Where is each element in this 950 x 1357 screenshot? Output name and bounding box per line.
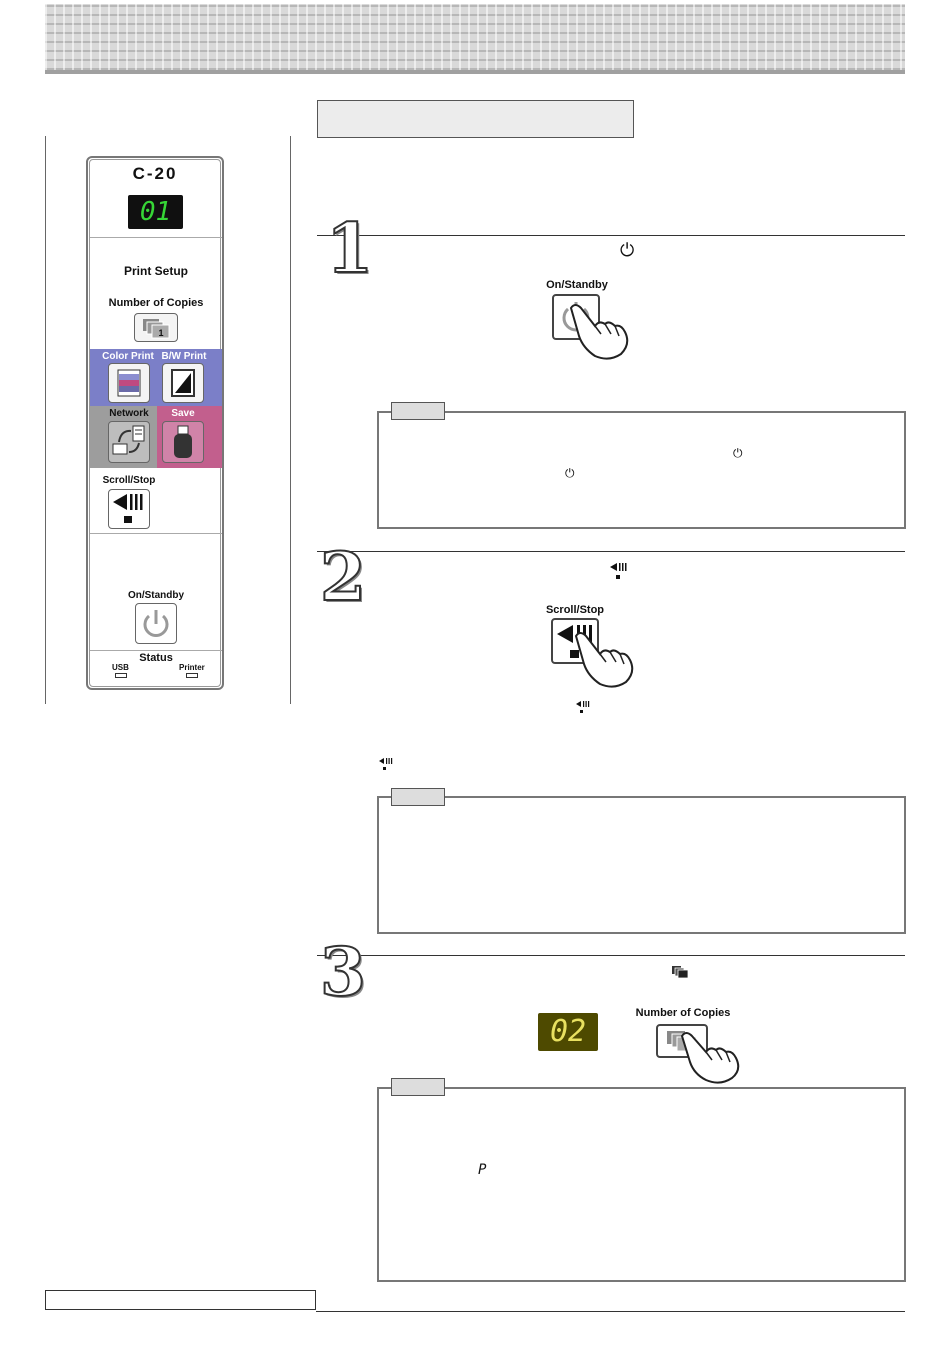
on-standby-label: On/Standby — [127, 590, 185, 601]
usb-save-icon — [163, 422, 203, 462]
header-banner — [45, 4, 905, 74]
print-setup-label: Print Setup — [123, 264, 188, 278]
step3-button-label: Number of Copies — [635, 1007, 731, 1019]
number-of-copies-label: Number of Copies — [108, 297, 204, 309]
note-box-3 — [377, 1087, 906, 1282]
step2-button-label: Scroll/Stop — [545, 604, 605, 616]
bw-print-icon — [163, 364, 203, 402]
scroll-stop-icon — [378, 757, 394, 771]
model-name: C-20 — [132, 164, 178, 183]
step-rule — [317, 551, 905, 552]
footer-page-box — [45, 1290, 316, 1310]
step-number-1: 1 — [326, 209, 374, 289]
bw-print-label: B/W Print — [161, 351, 207, 362]
note-tab-1 — [391, 402, 445, 420]
color-print-icon — [109, 364, 149, 402]
on-standby-button[interactable] — [135, 603, 177, 644]
number-of-copies-button[interactable] — [134, 313, 178, 342]
power-symbol-inline: ⏻ — [620, 240, 635, 260]
panel-divider — [90, 237, 222, 238]
counter-display: 01 — [128, 195, 183, 229]
copies-icon-digit: 1 — [158, 328, 164, 338]
step1-button-label: On/Standby — [546, 279, 608, 291]
note-box-2 — [377, 796, 906, 934]
bw-print-button[interactable] — [162, 363, 204, 403]
footer-rule — [316, 1311, 905, 1312]
note-box-1 — [377, 411, 906, 529]
scroll-stop-icon — [575, 700, 591, 714]
printer-led-label: Printer — [179, 663, 205, 672]
usb-led-label: USB — [112, 663, 129, 672]
sidebar-right-rule — [290, 136, 291, 704]
usb-led — [115, 673, 127, 678]
segment-p-symbol: P — [478, 1162, 487, 1178]
note-tab-2 — [391, 788, 445, 806]
printer-led — [186, 673, 198, 678]
pointing-hand-icon — [570, 628, 640, 690]
power-symbol-inline: ⏻ — [733, 446, 743, 460]
network-icon — [109, 422, 149, 462]
network-button[interactable] — [108, 421, 150, 463]
network-label: Network — [109, 408, 149, 419]
status-label: Status — [139, 652, 173, 664]
copies-display: 02 — [538, 1013, 598, 1051]
section-title-box — [317, 100, 634, 138]
step-number-2: 2 — [320, 538, 366, 616]
copies-icon — [135, 314, 177, 341]
pointing-hand-icon — [676, 1028, 746, 1086]
save-button[interactable] — [162, 421, 204, 463]
sidebar-left-rule — [45, 136, 46, 704]
power-icon — [136, 604, 176, 643]
step-rule — [317, 235, 905, 236]
panel-divider — [90, 533, 222, 534]
scroll-stop-icon — [109, 490, 149, 528]
color-print-button[interactable] — [108, 363, 150, 403]
power-symbol-inline: ⏻ — [565, 466, 575, 480]
panel-divider — [90, 650, 222, 651]
note-tab-3 — [391, 1078, 445, 1096]
copies-icon — [671, 965, 689, 979]
scroll-stop-label: Scroll/Stop — [102, 475, 156, 486]
step-rule — [317, 955, 905, 956]
save-label: Save — [171, 408, 195, 419]
color-print-label: Color Print — [102, 351, 154, 362]
scroll-stop-icon — [609, 562, 629, 580]
pointing-hand-icon — [565, 300, 635, 362]
scroll-stop-button[interactable] — [108, 489, 150, 529]
step-number-3: 3 — [320, 933, 366, 1011]
